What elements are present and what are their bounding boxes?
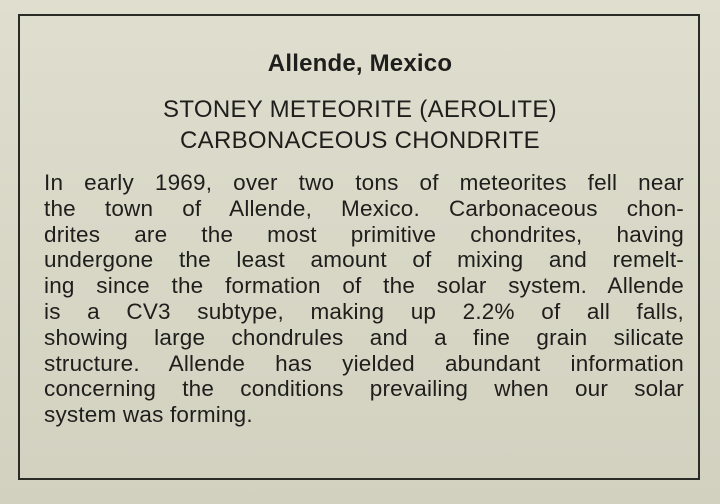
classification-line-1: STONEY METEORITE (AEROLITE): [163, 96, 557, 123]
description-paragraph: [44, 170, 684, 428]
description-line: concerning the conditions prevailing when our solar: [44, 376, 684, 402]
description-line: ing since the formation of the solar system. Allende: [44, 273, 684, 299]
description-line: is a CV3 subtype, making up 2.2% of all falls,: [44, 298, 684, 324]
description-line: drites are the most primitive chondrites, having: [44, 221, 684, 247]
classification-line-2: CARBONACEOUS CHONDRITE: [180, 127, 540, 154]
description-line: the town of Allende, Mexico. Carbonaceous chon-: [44, 195, 684, 221]
description-line: structure. Allende has yielded abundant information: [44, 350, 684, 376]
description-line: showing large chondrules and a fine grain silicate: [44, 324, 684, 350]
description-line: system was forming.: [44, 402, 253, 428]
description-line: In early 1969, over two tons of meteorites fell near: [44, 170, 684, 195]
specimen-title: Allende, Mexico: [267, 50, 453, 77]
description-line: undergone the least amount of mixing and remelt-: [44, 247, 684, 273]
